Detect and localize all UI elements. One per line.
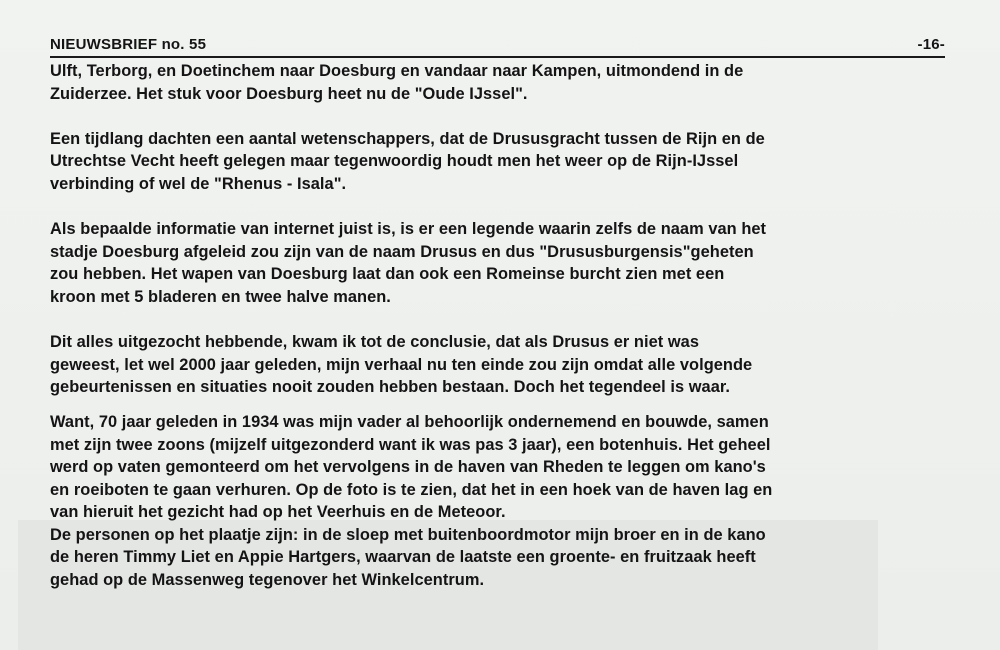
- paragraph: [50, 60, 950, 105]
- text-line: Als bepaalde informatie van internet juist is, is er een legende waarin zelfs de naam van het: [50, 220, 767, 239]
- text-line: met zijn twee zoons (mijzelf uitgezonderd want ik was pas 3 jaar), een botenhuis. Het geheel: [50, 435, 771, 454]
- page-number: -16-: [917, 36, 945, 53]
- text-line: gebeurtenissen en situaties nooit zouden hebben bestaan. Doch het tegendeel is waar.: [50, 378, 731, 397]
- text-line: de heren Timmy Liet en Appie Hartgers, waarvan de laatste een groente- en fruitzaak heeft: [50, 548, 756, 567]
- text-line: geweest, let wel 2000 jaar geleden, mijn verhaal nu ten einde zou zijn omdat alle volgende: [50, 355, 753, 374]
- text-line: Zuiderzee. Het stuk voor Doesburg heet nu de "Oude IJssel".: [50, 84, 528, 103]
- article-body: [50, 60, 950, 592]
- text-line: Want, 70 jaar geleden in 1934 was mijn vader al behoorlijk ondernemend en bouwde, samen: [50, 412, 769, 431]
- paragraph: [50, 128, 950, 196]
- text-line: Ulft, Terborg, en Doetinchem naar Doesburg en vandaar naar Kampen, uitmondend in de: [50, 62, 744, 80]
- paragraph: [50, 411, 950, 592]
- text-line: zou hebben. Het wapen van Doesburg laat dan ook een Romeinse burcht zien met een: [50, 265, 725, 284]
- paragraph: [50, 331, 950, 399]
- page-header: [50, 34, 945, 58]
- text-line: gehad op de Massenweg tegenover het Winkelcentrum.: [50, 571, 485, 590]
- text-line: stadje Doesburg afgeleid zou zijn van de naam Drusus en dus "Drususburgensis"geheten: [50, 242, 754, 261]
- text-line: kroon met 5 bladeren en twee halve manen.: [50, 287, 391, 306]
- text-line: Een tijdlang dachten een aantal wetenschappers, dat de Drususgracht tussen de Rijn en de: [50, 129, 765, 148]
- text-line: en roeiboten te gaan verhuren. Op de foto is te zien, dat het in een hoek van de haven lag en: [50, 480, 773, 499]
- paragraph: [50, 218, 950, 308]
- newsletter-title: NIEUWSBRIEF no. 55: [50, 36, 207, 53]
- text-line: Utrechtse Vecht heeft gelegen maar tegenwoordig houdt men het weer op de Rijn-IJssel: [50, 152, 739, 171]
- text-line: De personen op het plaatje zijn: in de sloep met buitenboordmotor mijn broer en in de kano: [50, 525, 766, 544]
- text-line: werd op vaten gemonteerd om het vervolgens in de haven van Rheden te leggen om kano's: [50, 458, 766, 477]
- text-line: Dit alles uitgezocht hebbende, kwam ik tot de conclusie, dat als Drusus er niet was: [50, 333, 700, 352]
- text-line: van hieruit het gezicht had op het Veerhuis en de Meteoor.: [50, 503, 506, 522]
- text-line: verbinding of wel de "Rhenus - Isala".: [50, 174, 347, 193]
